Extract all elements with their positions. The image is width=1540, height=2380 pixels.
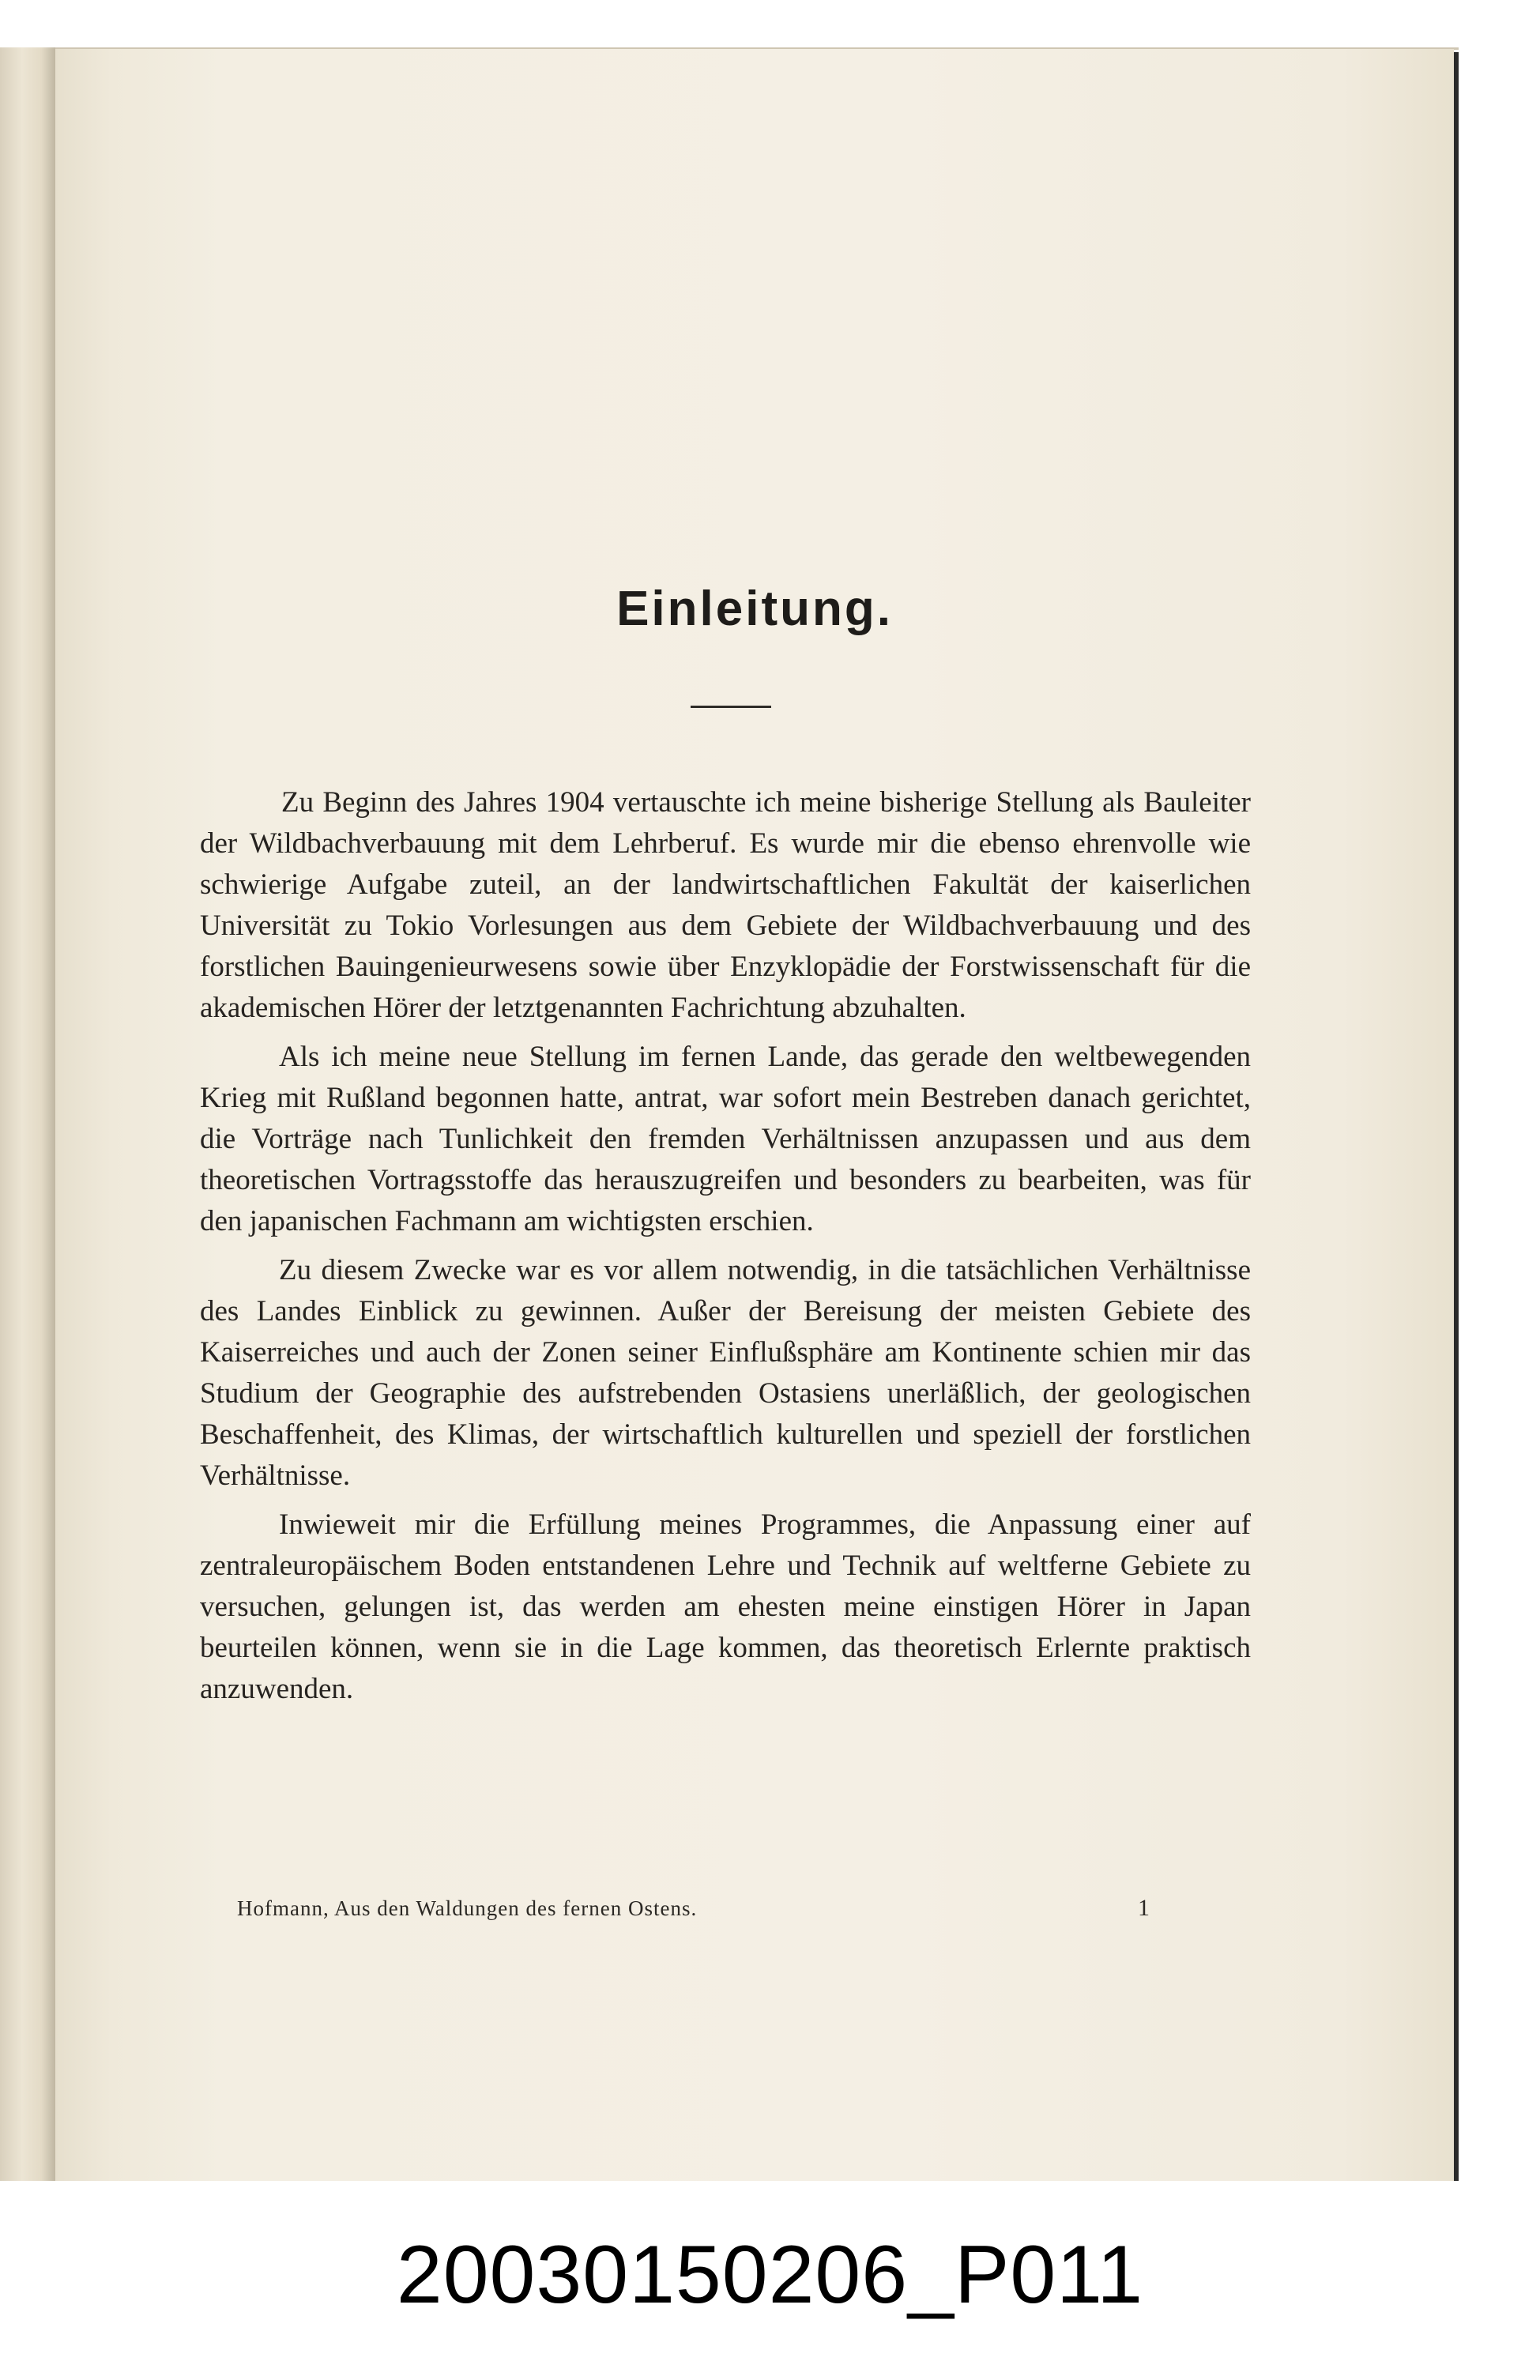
- footer-signature: Hofmann, Aus den Waldungen des fernen Ostens.: [237, 1896, 698, 1920]
- body-text: [200, 782, 1251, 1718]
- paragraph-4: Inwieweit mir die Erfüllung meines Programmes, die Anpassung einer auf zentraleuropäischem Boden entstandenen Lehre und Technik auf weltferne Gebiete zu versuchen, gelungen ist, das werden am ehesten meine einstigen Hörer in Japan beurteilen können, wenn sie in die Lage kommen, das theoretisch Erlernte praktisch anzuwenden.: [200, 1508, 1251, 1705]
- page-number: 1: [1138, 1895, 1150, 1921]
- facing-page-edge: [0, 47, 55, 2181]
- chapter-heading: Einleitung.: [616, 582, 893, 636]
- heading-rule: [691, 706, 771, 708]
- paragraph-3: Zu diesem Zwecke war es vor allem notwendig, in die tatsächlichen Verhältnisse des Landes Einblick zu gewinnen. Außer der Bereisung der meisten Gebiete des Kaiserreiches und auch der Zonen seiner Einflußsphäre am Kontinente schien mir das Studium der Geographie des aufstrebenden Ostasiens unerläßlich, der geologischen Beschaffenheit, des Klimas, der wirtschaftlich kulturellen und speziell der forstlichen Verhältnisse.: [200, 1254, 1251, 1492]
- archive-caption: 20030150206_P011: [396, 2229, 1144, 2321]
- page-right-edge: [1454, 52, 1459, 2181]
- paragraph-2: Als ich meine neue Stellung im fernen Lande, das gerade den weltbewegenden Krieg mit Rußland begonnen hatte, antrat, war sofort mein Bestreben danach gerichtet, die Vorträge nach Tunlichkeit den fremden Verhältnissen anzupassen und aus dem theoretischen Vortragsstoffe das herauszugreifen und besonders zu bearbeiten, was für den japanischen Fachmann am wichtigsten erschien.: [200, 1041, 1251, 1237]
- paragraph-1: Zu Beginn des Jahres 1904 vertauschte ich meine bisherige Stellung als Bauleiter der Wildbachverbauung mit dem Lehrberuf. Es wurde mir die ebenso ehrenvolle wie schwierige Aufgabe zuteil, an der landwirtschaftlichen Fakultät der kaiserlichen Universität zu Tokio Vorlesungen aus dem Gebiete der Wildbachverbauung und des forstlichen Bauingenieurwesens sowie über Enzyklopädie der Forstwissenschaft für die akademischen Hörer der letztgenannten Fachrichtung abzuhalten.: [200, 786, 1251, 1024]
